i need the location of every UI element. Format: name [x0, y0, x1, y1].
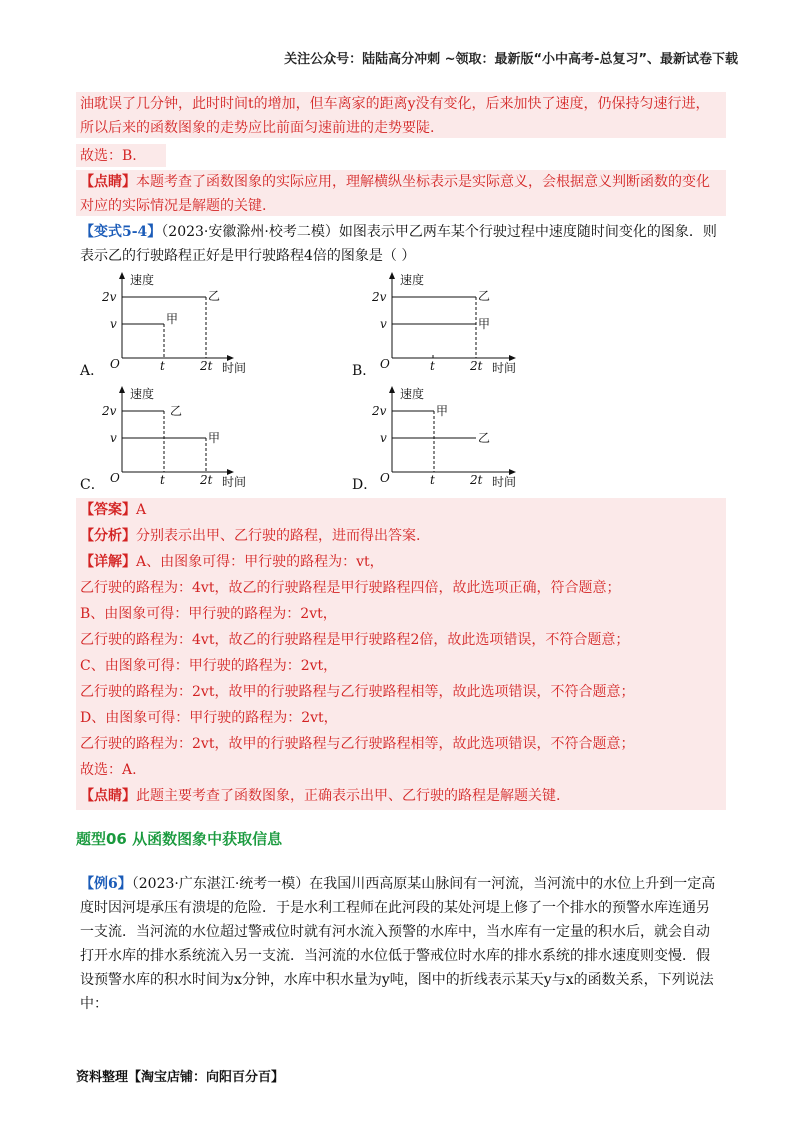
graph-option-d: [366, 384, 536, 494]
x-axis-label: 时间: [222, 475, 247, 489]
tick-2v: 2v: [372, 404, 387, 418]
detail-line: B、由图象可得：甲行驶的路程为：2vt，: [80, 606, 337, 622]
tick-v: v: [110, 317, 117, 331]
example-tag: 【例6】: [80, 876, 132, 892]
graph-option-a: [96, 270, 266, 380]
graph-option-b: [366, 270, 536, 380]
label-yi: 乙: [208, 289, 221, 303]
example-line: 设预警水库的积水时间为x分钟，水库中积水量为y吨，图中的折线表示某天y与x的函数关系，下列说法: [80, 972, 714, 988]
y-axis-arrow: [389, 386, 395, 393]
prev-comment-line: 对应的实际情况是解题的关键.: [80, 198, 267, 214]
x-axis-label: 时间: [492, 475, 517, 489]
detail-line: 乙行驶的路程为：2vt，故甲的行驶路程与乙行驶路程相等，故此选项错误，不符合题意；: [80, 736, 635, 752]
y-axis-label: 速度: [400, 273, 425, 287]
prev-analysis-line: 所以后来的函数图象的走势应比前面匀速前进的走势要陡.: [80, 120, 435, 136]
label-jia: 甲: [478, 317, 491, 331]
detail-line: 乙行驶的路程为：4vt，故乙的行驶路程是甲行驶路程四倍，故此选项正确，符合题意；: [80, 580, 621, 596]
analysis-tag: 【分析】: [80, 528, 136, 544]
detail-tag: 【详解】: [80, 554, 136, 570]
question-line: 表示乙的行驶路程正好是甲行驶路程4倍的图象是（ ）: [80, 248, 416, 264]
y-axis-label: 速度: [130, 273, 155, 287]
question-text: 如图表示甲乙两车某个行驶过程中速度随时间变化的图象．则: [338, 224, 717, 240]
example-text: （2023·广东湛江·统考一模）在我国川西高原某山脉间有一河流，当河流中的水位上升到一定高: [131, 876, 716, 892]
section-heading: 题型06 从函数图象中获取信息: [76, 830, 283, 848]
y-axis-label: 速度: [400, 387, 425, 401]
detail-line: 乙行驶的路程为：2vt，故甲的行驶路程与乙行驶路程相等，故此选项错误，不符合题意；: [80, 684, 635, 700]
tick-v: v: [380, 431, 387, 445]
comment-tag: 【点睛】: [80, 174, 136, 190]
tick-2v: 2v: [372, 290, 387, 304]
tick-2t: 2t: [200, 359, 213, 373]
origin-label: O: [380, 471, 390, 485]
tick-v: v: [380, 317, 387, 331]
prev-answer: 故选：B.: [80, 148, 137, 164]
label-jia: 甲: [208, 431, 221, 445]
origin-label: O: [380, 357, 390, 371]
detail-line: C、由图象可得：甲行驶的路程为：2vt，: [80, 658, 338, 674]
detail-text: A、由图象可得：甲行驶的路程为：vt，: [136, 554, 384, 570]
page-header: 关注公众号：陆陆高分冲刺 ~领取：最新版“小中高考-总复习”、最新试卷下载: [284, 52, 738, 67]
detail-line: 故选：A.: [80, 762, 137, 778]
detail-line: [80, 552, 384, 572]
question-source: （2023·安徽滁州·校考二模）: [161, 224, 339, 240]
option-a-label: A．: [80, 363, 105, 379]
y-axis-label: 速度: [130, 387, 155, 401]
label-yi: 乙: [478, 431, 491, 445]
graph-option-c: [96, 384, 266, 494]
tick-v: v: [110, 431, 117, 445]
label-yi: 乙: [478, 289, 491, 303]
question-line: [80, 222, 717, 242]
prev-comment-line: [80, 172, 710, 192]
y-axis-arrow: [119, 386, 125, 393]
tick-2t: 2t: [200, 473, 213, 487]
detail-line: 乙行驶的路程为：4vt，故乙的行驶路程是甲行驶路程2倍，故此选项错误，不符合题意；: [80, 632, 630, 648]
tick-t: t: [430, 473, 435, 487]
comment-text: 此题主要考查了函数图象，正确表示出甲、乙行驶的路程是解题关键.: [136, 788, 561, 804]
option-d-label: D．: [352, 477, 378, 493]
answer-value: A: [136, 502, 147, 518]
tick-2v: 2v: [102, 404, 117, 418]
example-line: [80, 874, 715, 894]
prev-analysis-line: 油耽误了几分钟，此时时间t的增加，但车离家的距离y没有变化，后来加快了速度，仍保持匀速行进，: [80, 96, 710, 112]
comment-line: [80, 786, 560, 806]
tick-t: t: [160, 473, 165, 487]
y-axis-arrow: [389, 272, 395, 279]
example-line: 度时因河堤承压有溃堤的危险．于是水利工程师在此河段的某处河堤上修了一个排水的预警水库连通另: [80, 900, 710, 916]
y-axis-arrow: [119, 272, 125, 279]
comment-text: 本题考查了函数图象的实际应用，理解横纵坐标表示是实际意义，会根据意义判断函数的变化: [136, 174, 710, 190]
tick-2v: 2v: [102, 290, 117, 304]
answer-line: [80, 500, 146, 520]
example-line: 中：: [80, 996, 108, 1012]
origin-label: O: [110, 357, 120, 371]
question-tag: 【变式5-4】: [80, 224, 162, 240]
x-axis-label: 时间: [222, 361, 247, 375]
tick-t: t: [160, 359, 165, 373]
detail-line: D、由图象可得：甲行驶的路程为：2vt，: [80, 710, 338, 726]
label-jia: 甲: [166, 312, 179, 326]
option-c-label: C．: [80, 477, 105, 493]
origin-label: O: [110, 471, 120, 485]
analysis-text: 分别表示出甲、乙行驶的路程，进而得出答案.: [136, 528, 421, 544]
tick-2t: 2t: [470, 359, 483, 373]
example-line: 一支流．当河流的水位超过警戒位时就有河水流入预警的水库中，当水库有一定量的积水后，就会自动: [80, 924, 710, 940]
comment-tag: 【点睛】: [80, 788, 136, 804]
x-axis-label: 时间: [492, 361, 517, 375]
analysis-line: [80, 526, 420, 546]
page-footer: 资料整理【淘宝店铺：向阳百分百】: [76, 1070, 285, 1085]
option-b-label: B．: [352, 363, 377, 379]
label-jia: 甲: [436, 404, 449, 418]
tick-t: t: [430, 359, 435, 373]
label-yi: 乙: [170, 404, 183, 418]
answer-tag: 【答案】: [80, 502, 136, 518]
example-line: 打开水库的排水系统流入另一支流．当河流的水位低于警戒位时水库的排水系统的排水速度则变慢．假: [80, 948, 710, 964]
tick-2t: 2t: [470, 473, 483, 487]
